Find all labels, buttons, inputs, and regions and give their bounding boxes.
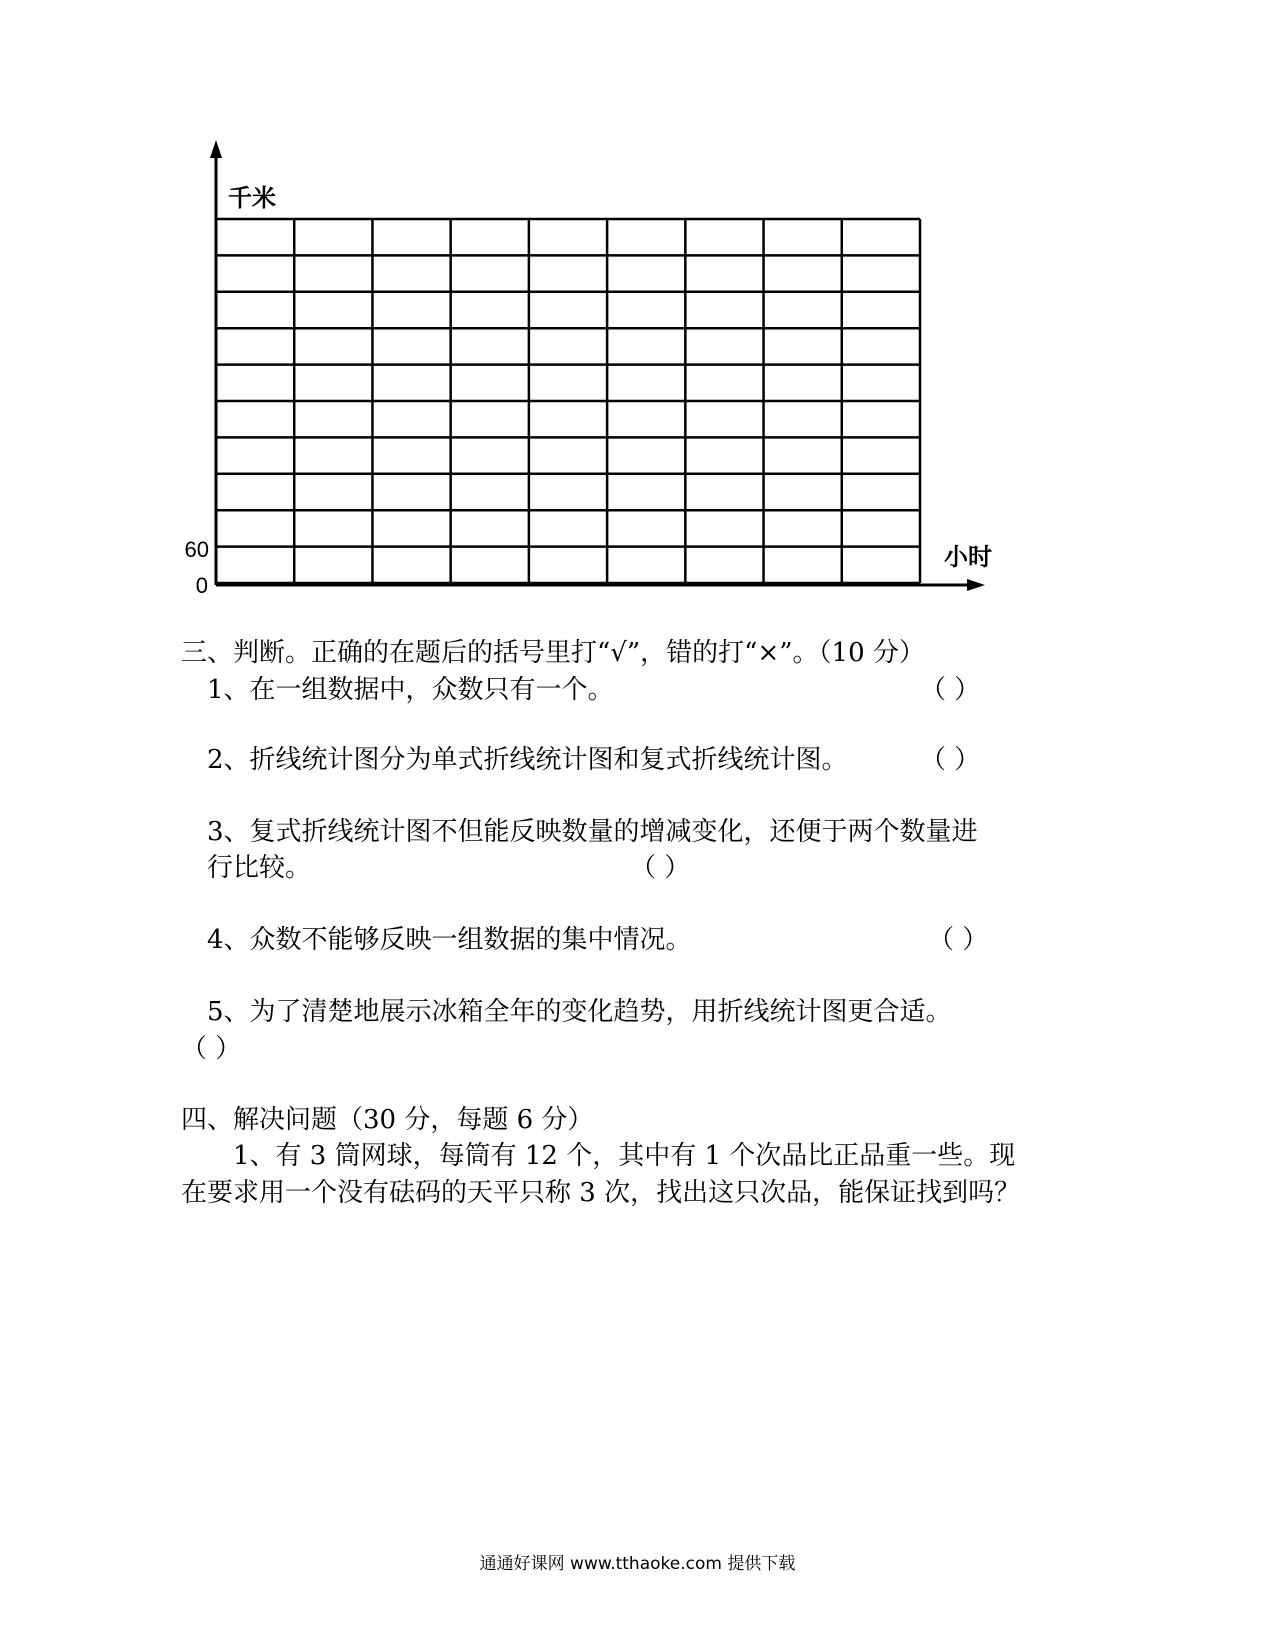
judgment-item-1: 1、在一组数据中，众数只有一个。 bbox=[207, 675, 614, 705]
answer-paren-2[interactable]: （ ） bbox=[920, 745, 981, 775]
y-tick-label-60: 60 bbox=[184, 537, 209, 562]
y-tick-label-0: 0 bbox=[195, 573, 208, 598]
problem-1-line-2: 在要求用一个没有砝码的天平只称 3 次，找出这只次品，能保证找到吗？ bbox=[181, 1178, 1021, 1208]
problem-1-line-1: 1、有 3 筒网球，每筒有 12 个，其中有 1 个次品比正品重一些。现 bbox=[233, 1141, 1016, 1171]
answer-paren-4[interactable]: （ ） bbox=[928, 925, 989, 955]
section3-heading: 三、判断。正确的在题后的括号里打“√”，错的打“×”。（10 分） bbox=[181, 638, 925, 668]
answer-paren-1[interactable]: （ ） bbox=[920, 675, 981, 705]
answer-paren-5[interactable]: （ ） bbox=[181, 1034, 242, 1064]
x-axis-arrow bbox=[967, 579, 985, 591]
line-chart-grid bbox=[0, 0, 1275, 640]
judgment-item-5: 5、为了清楚地展示冰箱全年的变化趋势，用折线统计图更合适。 bbox=[207, 997, 952, 1027]
chart-grid bbox=[216, 219, 920, 583]
y-axis-label: 千米 bbox=[228, 184, 276, 212]
footer: 通通好课网 www.tthaoke.com 提供下载 bbox=[479, 1554, 796, 1574]
judgment-item-4: 4、众数不能够反映一组数据的集中情况。 bbox=[207, 925, 692, 955]
judgment-item-3: 3、复式折线统计图不但能反映数量的增减变化，还便于两个数量进 bbox=[207, 817, 978, 847]
judgment-item-2: 2、折线统计图分为单式折线统计图和复式折线统计图。 bbox=[207, 745, 848, 775]
judgment-item-3-cont: 行比较。 bbox=[207, 853, 312, 883]
section4-heading: 四、解决问题（30 分，每题 6 分） bbox=[181, 1105, 594, 1135]
y-axis-arrow bbox=[210, 140, 222, 158]
answer-paren-3[interactable]: （ ） bbox=[630, 853, 691, 883]
x-axis-label: 小时 bbox=[944, 543, 992, 571]
